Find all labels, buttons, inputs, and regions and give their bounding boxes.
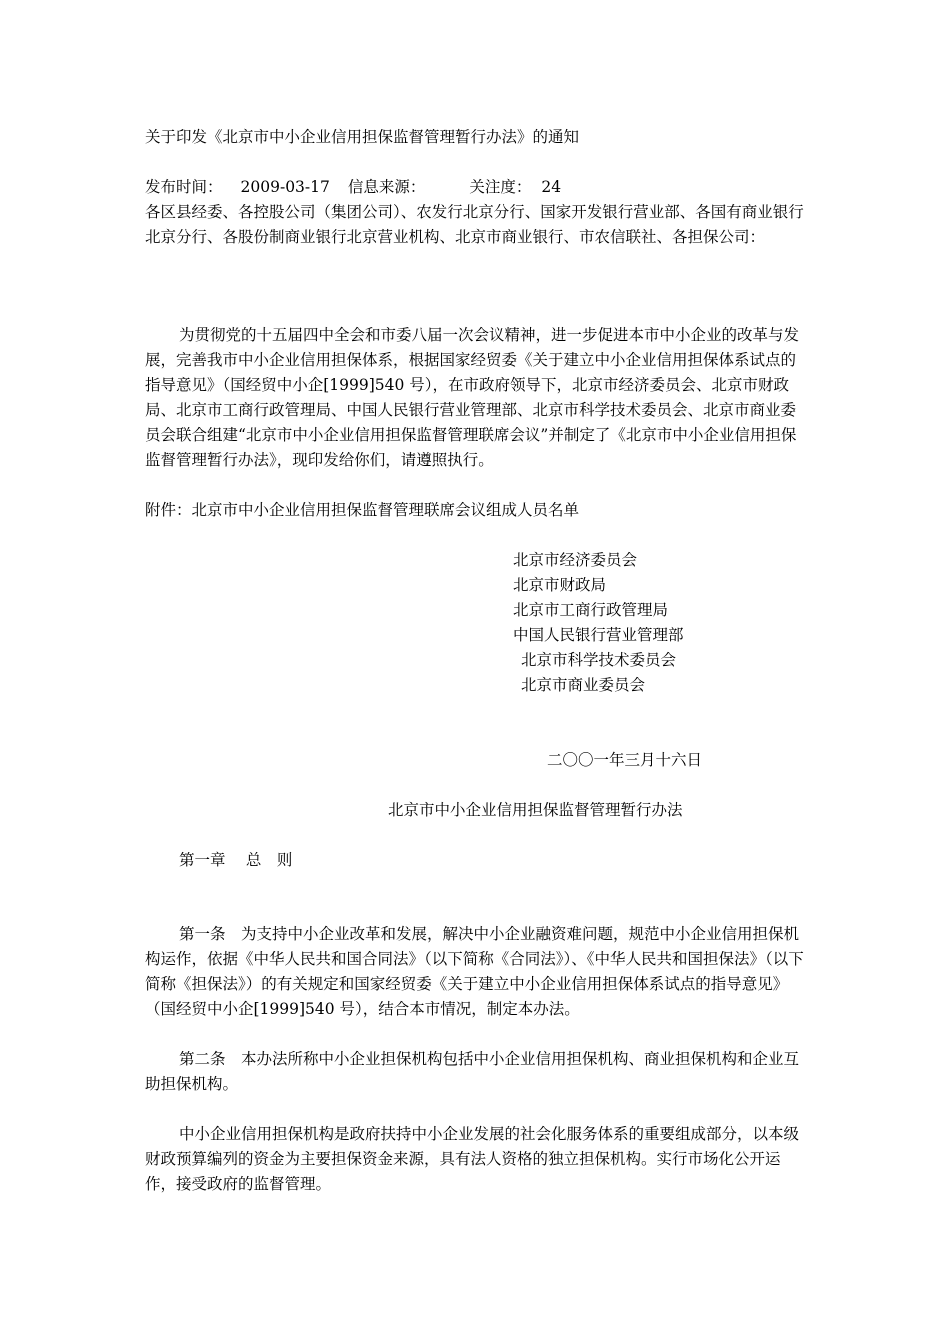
chapter-heading: 第一章 总 则 xyxy=(179,851,293,869)
regulation-title: 北京市中小企业信用担保监督管理暂行办法 xyxy=(388,801,683,819)
notice-title: 关于印发《北京市中小企业信用担保监督管理暂行办法》的通知 xyxy=(145,128,580,146)
article-paragraph: 中小企业信用担保机构是政府扶持中小企业发展的社会化服务体系的重要组成部分，以本级财政预算编列的资金为主要担保资金来源，具有法人资格的独立担保机构。实行市场化公开运作，接受政府的监督管理。 xyxy=(145,1125,800,1193)
signatory: 北京市科学技术委员会 xyxy=(521,651,677,669)
signatory: 北京市工商行政管理局 xyxy=(513,601,669,619)
article-paragraph: 第二条 本办法所称中小企业担保机构包括中小企业信用担保机构、商业担保机构和企业互助担保机构。 xyxy=(145,1050,800,1093)
attachment-line: 附件：北京市中小企业信用担保监督管理联席会议组成人员名单 xyxy=(145,501,580,519)
article-paragraph: 第一条 为支持中小企业改革和发展，解决中小企业融资难问题，规范中小企业信用担保机构运作，依据《中华人民共和国合同法》（以下简称《合同法》）、《中华人民共和国担保法》（以下简称《担保法》）的有关规定和国家经贸委《关于建立中小企业信用担保体系试点的指导意见》（国经贸中小企[1999]540 号），结合本市情况，制定本办法。 xyxy=(145,925,804,1018)
signatory: 北京市经济委员会 xyxy=(513,551,638,569)
intro-paragraph: 为贯彻党的十五届四中全会和市委八届一次会议精神，进一步促进本市中小企业的改革与发展，完善我市中小企业信用担保体系，根据国家经贸委《关于建立中小企业信用担保体系试点的指导意见》（国经贸中小企[1999]540 号），在市政府领导下，北京市经济委员会、北京市财政局、北京市工商行政管理局、中国人民银行营业管理部、北京市科学技术委员会、北京市商业委员会联合组建“北京市中小企业信用担保监督管理联席会议”并制定了《北京市中小企业信用担保监督管理暂行办法》，现印发给你们，请遵照执行。 xyxy=(145,326,800,469)
publish-date: 2009-03-17 xyxy=(240,178,330,196)
signatory: 中国人民银行营业管理部 xyxy=(513,626,684,644)
publish-label: 发布时间： xyxy=(145,178,223,196)
signatory: 北京市财政局 xyxy=(513,576,607,594)
addressees: 各区县经委、各控股公司（集团公司）、农发行北京分行、国家开发银行营业部、各国有商业银行北京分行、各股份制商业银行北京营业机构、北京市商业银行、市农信联社、各担保公司： xyxy=(145,203,804,246)
source-label: 信息来源： xyxy=(347,178,426,196)
issue-date: 二〇〇一年三月十六日 xyxy=(547,751,703,769)
signatory: 北京市商业委员会 xyxy=(521,676,646,694)
attention-label: 关注度： xyxy=(469,178,532,196)
attention-value: 24 xyxy=(541,178,562,196)
meta-line xyxy=(145,175,579,200)
